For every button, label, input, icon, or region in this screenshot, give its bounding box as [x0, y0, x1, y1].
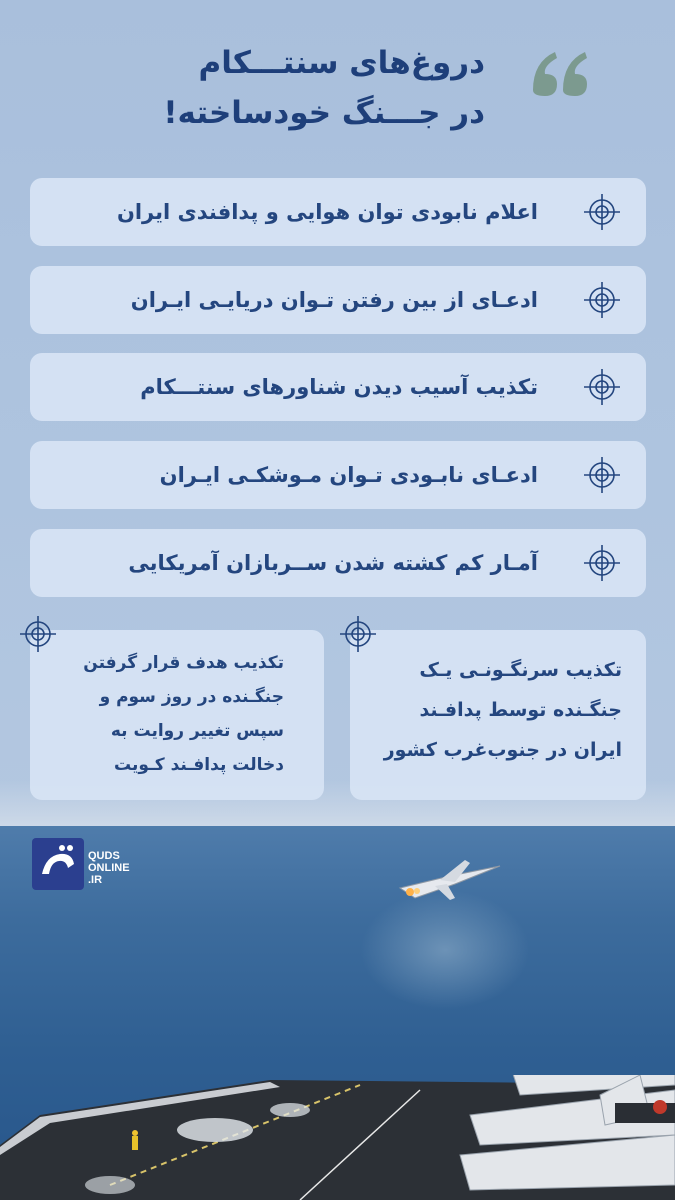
claim-card-line: جنگـنده در روز سوم و — [99, 687, 284, 707]
claim-item-label: آمـار کم کشته شدن ســربازان آمریکایی — [128, 551, 538, 575]
claim-item-label: ادعـای از بین رفتن تـوان دریایـی ایـران — [130, 288, 538, 312]
quote-icon — [525, 40, 595, 100]
target-icon — [18, 614, 58, 654]
jet-exhaust-spray — [360, 890, 530, 1010]
logo-text — [88, 850, 130, 886]
claim-card-right — [350, 630, 646, 800]
claim-item-label: تکذیب آسیب دیدن شناورهای سنتـــکام — [140, 375, 538, 399]
target-icon — [582, 192, 622, 232]
claim-card-line: تکذیب سرنگـونـی یـک — [419, 659, 622, 681]
claim-card-line: دخالت پدافـند کـویت — [113, 755, 284, 775]
fighter-jet — [395, 858, 505, 903]
claim-item-5 — [30, 529, 646, 597]
claim-card-line: جنگـنده توسط پدافـند — [419, 699, 622, 721]
target-icon — [582, 543, 622, 583]
claim-card-line: سپس تغییر روایت به — [110, 721, 284, 741]
claim-card-text — [83, 646, 284, 782]
header — [20, 40, 650, 150]
claim-item-3 — [30, 353, 646, 421]
claim-item-1 — [30, 178, 646, 246]
claim-item-4 — [30, 441, 646, 509]
target-icon — [582, 367, 622, 407]
quds-online-logo — [32, 838, 152, 893]
page-title-line-2: در جـــنگ خودساخته! — [163, 95, 485, 131]
claim-card-left — [30, 630, 324, 800]
claim-item-label: ادعـای نابـودی تـوان مـوشکـی ایـران — [159, 463, 538, 487]
logo-line-1: QUDS — [88, 850, 120, 862]
claim-item-2 — [30, 266, 646, 334]
claim-card-line: ایران در جنوب‌غرب کشور — [383, 739, 622, 761]
claim-card-line: تکذیب هدف قرار گرفتن — [83, 653, 284, 673]
target-icon — [582, 455, 622, 495]
claim-item-label: اعلام نابودی توان هوایی و پدافندی ایران — [116, 200, 538, 224]
carrier-deck-photo — [0, 1075, 675, 1200]
claim-card-text — [384, 650, 622, 770]
quds-logo-mark — [32, 838, 84, 890]
logo-line-2: ONLINE — [88, 862, 130, 874]
page-title-line-1: دروغ‌های سنتـــکام — [198, 45, 485, 81]
target-icon — [582, 280, 622, 320]
logo-line-3: .IR — [88, 874, 103, 886]
target-icon — [338, 614, 378, 654]
